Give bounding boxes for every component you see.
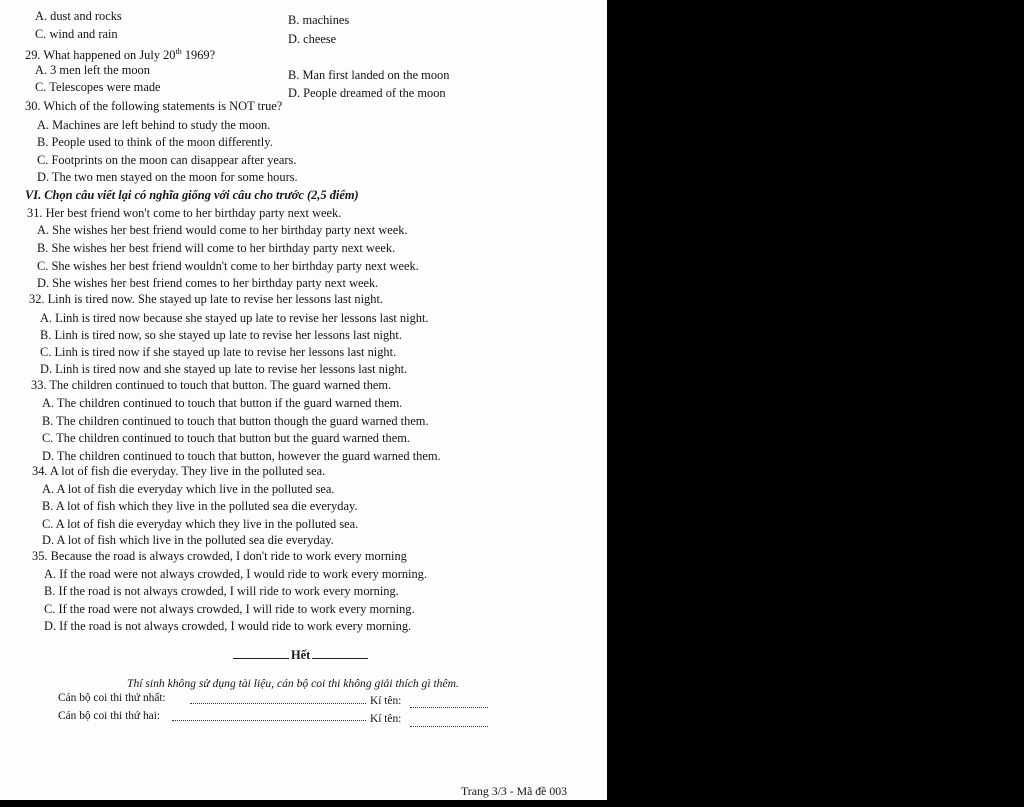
proctor-2-name-line — [172, 719, 366, 721]
q31-option-c: C. She wishes her best friend wouldn't come to her birthday party next week. — [37, 259, 419, 273]
q32-option-b: B. Linh is tired now, so she stayed up late to revise her lessons last night. — [40, 328, 402, 342]
q34-stem: 34. A lot of fish die everyday. They live in the polluted sea. — [32, 464, 326, 478]
proctor-2-label: Cán bộ coi thi thứ hai: — [58, 710, 161, 722]
q32-option-a: A. Linh is tired now because she stayed up late to revise her lessons last night. — [40, 311, 429, 325]
q34-option-a: A. A lot of fish die everyday which live in the polluted sea. — [42, 482, 335, 496]
q33-stem: 33. The children continued to touch that button. The guard warned them. — [31, 378, 392, 392]
proctor-1-label: Cán bộ coi thi thứ nhất: — [58, 692, 166, 704]
q30-option-a: A. Machines are left behind to study the moon. — [37, 118, 271, 132]
q31-option-b: B. She wishes her best friend will come to her birthday party next week. — [37, 241, 396, 255]
q32-stem: 32. Linh is tired now. She stayed up late to revise her lessons last night. — [29, 292, 383, 306]
q31-option-d: D. She wishes her best friend comes to her birthday party next week. — [37, 276, 379, 290]
proctor-2-sign-label: Kí tên: — [370, 713, 402, 725]
q31-stem: 31. Her best friend won't come to her birthday party next week. — [27, 206, 342, 220]
q28-option-d: D. cheese — [288, 32, 337, 46]
q35-option-a: A. If the road were not always crowded, I would ride to work every morning. — [44, 567, 427, 581]
page-number: Trang 3/3 - Mã đề 003 — [461, 784, 568, 798]
q33-option-a: A. The children continued to touch that button if the guard warned them. — [42, 396, 403, 410]
q28-option-b: B. machines — [288, 13, 350, 27]
q35-option-d: D. If the road is not always crowded, I would ride to work every morning. — [44, 619, 412, 633]
q32-option-d: D. Linh is tired now and she stayed up late to revise her lessons last night. — [40, 362, 408, 376]
q28-option-c: C. wind and rain — [35, 27, 118, 41]
q31-option-a: A. She wishes her best friend would come to her birthday party next week. — [37, 223, 408, 237]
q29-option-c: C. Telescopes were made — [35, 80, 161, 94]
proctor-2-sign-line — [410, 725, 488, 727]
q29-option-d: D. People dreamed of the moon — [288, 86, 446, 100]
q34-option-b: B. A lot of fish which they live in the polluted sea die everyday. — [42, 499, 358, 513]
end-line-right — [312, 649, 368, 659]
proctor-1-sign-label: Kí tên: — [370, 695, 402, 707]
proctor-1-sign-line — [410, 706, 488, 708]
q30-stem: 30. Which of the following statements is NOT true? — [25, 99, 283, 113]
q33-option-b: B. The children continued to touch that button though the guard warned them. — [42, 414, 429, 428]
q30-option-b: B. People used to think of the moon differently. — [37, 135, 273, 149]
section-6-title: VI. Chọn câu viết lại có nghĩa giống với câu cho trước (2,5 điểm) — [25, 188, 359, 202]
q33-option-d: D. The children continued to touch that button, however the guard warned them. — [42, 449, 441, 463]
q35-stem: 35. Because the road is always crowded, I don't ride to work every morning — [32, 549, 407, 563]
q29-option-b: B. Man first landed on the moon — [288, 68, 450, 82]
q32-option-c: C. Linh is tired now if she stayed up late to revise her lessons last night. — [40, 345, 397, 359]
footer-note: Thí sinh không sử dụng tài liệu, cán bộ coi thi không giải thích gì thêm. — [127, 677, 459, 690]
q28-option-a: A. dust and rocks — [35, 9, 122, 23]
q29-option-a: A. 3 men left the moon — [35, 63, 150, 77]
q30-option-c: C. Footprints on the moon can disappear after years. — [37, 153, 297, 167]
q30-option-d: D. The two men stayed on the moon for some hours. — [37, 170, 298, 184]
end-marker: Hết — [233, 648, 368, 662]
end-line-left — [233, 649, 289, 659]
q34-option-c: C. A lot of fish die everyday which they live in the polluted sea. — [42, 517, 359, 531]
q33-option-c: C. The children continued to touch that button but the guard warned them. — [42, 431, 410, 445]
proctor-1-name-line — [190, 702, 366, 704]
q29-stem: 29. What happened on July 20th 1969? — [25, 47, 216, 63]
q35-option-b: B. If the road is not always crowded, I will ride to work every morning. — [44, 584, 399, 598]
q35-option-c: C. If the road were not always crowded, I will ride to work every morning. — [44, 602, 415, 616]
q34-option-d: D. A lot of fish which live in the polluted sea die everyday. — [42, 533, 334, 547]
